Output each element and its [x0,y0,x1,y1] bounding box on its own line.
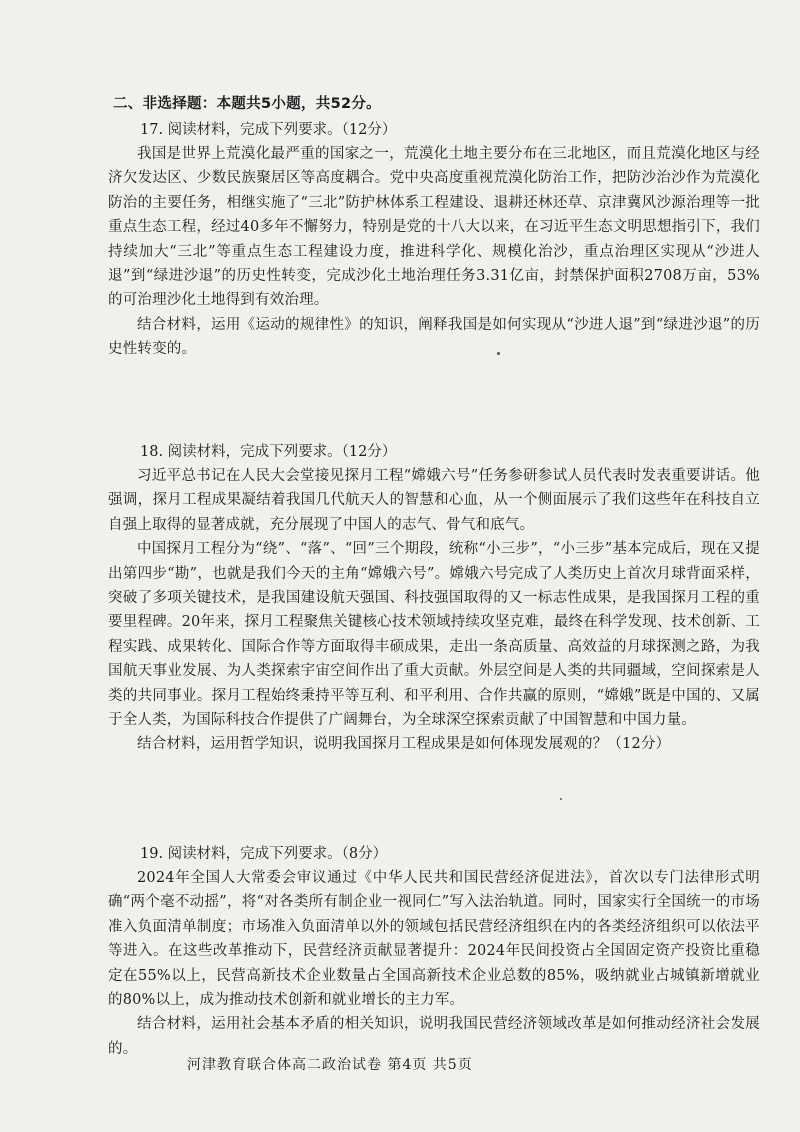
question-18-paragraph-2: 中国探月工程分为“绕”、“落”、“回”三个期段，统称“小三步”，“小三步”基本完成后，现在又提出第四步“勘”，也就是我们今天的主角“嫦娥六号”。嫦娥六号完成了人类历史上首次月球背面采样，突破了多项关键技术，是我国建设航天强国、科技强国取得的又一标志性成果，是我国探月工程的重要里程碑。20年来，探月工程聚焦关键核心技术领域持续攻坚克难，最终在科学发现、技术创新、工程实践、成果转化、国际合作等方面取得丰硕成果，走出一条高质量、高效益的月球探测之路，为我国航天事业发展、为人类探索宇宙空间作出了重大贡献。外层空间是人类的共同疆域，空间探索是人类的共同事业。探月工程始终秉持平等互利、和平利用、合作共赢的原则，“嫦娥”既是中国的、又属于全人类，为国际科技合作提供了广阔舞台，为全球深空探索贡献了中国智慧和中国力量。 [108,541,760,729]
question-19 [108,842,760,1061]
question-19-material: 2024年全国人大常委会审议通过《中华人民共和国民营经济促进法》，首次以专门法律形式明确“两个毫不动摇”，将“对各类所有制企业一视同仁”写入法治轨道。同时，国家实行全国统一的市场准入负面清单制度；市场准入负面清单以外的领域包括民营经济组织在内的各类经济组织可以依法平等进入。在这些改革推动下，民营经济贡献显著提升：2024年民间投资占全国固定资产投资比重稳定在55%以上，民营高新技术企业数量占全国高新技术企业总数的85%，吸纳就业占城镇新增就业的80%以上，成为推动技术创新和就业增长的主力军。 [108,870,760,1009]
question-17 [108,118,760,362]
question-19-task: 结合材料，运用社会基本矛盾的相关知识，说明我国民营经济领域改革是如何推动经济社会发展的。 [108,1016,760,1057]
scan-speck [560,798,562,800]
section-title: 二、非选择题：本题共5小题，共52分。 [113,96,381,112]
question-17-material: 我国是世界上荒漠化最严重的国家之一，荒漠化土地主要分布在三北地区，而且荒漠化地区与经济欠发达区、少数民族聚居区等高度耦合。党中央高度重视荒漠化防治工作，把防沙治沙作为荒漠化防治的主要任务，相继实施了“三北”防护林体系工程建设、退耕还林还草、京津冀风沙源治理等一批重点生态工程，经过40多年不懈努力，特别是党的十八大以来，在习近平生态文明思想指引下，我们持续加大“三北”等重点生态工程建设力度，推进科学化、规模化治沙，重点治理区实现从“沙进人退”到“绿进沙退”的历史性转变，完成沙化土地治理任务3.31亿亩，封禁保护面积2708万亩，53%的可治理沙化土地得到有效治理。 [108,146,760,309]
question-17-task: 结合材料，运用《运动的规律性》的知识，阐释我国是如何实现从“沙进人退”到“绿进沙退”的历史性转变的。 [108,316,760,358]
question-18-head: 18. 阅读材料，完成下列要求。（12分） [140,444,397,460]
question-17-head: 17. 阅读材料，完成下列要求。（12分） [140,122,397,138]
scan-speck [497,352,500,355]
question-18-task: 结合材料，运用哲学知识，说明我国探月工程成果是如何体现发展观的？（12分） [137,736,671,753]
question-19-head: 19. 阅读材料，完成下列要求。（8分） [140,846,388,862]
question-18 [108,440,760,757]
page-footer: 河津教育联合体高二政治试卷 第4页 共5页 [187,1057,473,1073]
question-18-paragraph-1: 习近平总书记在人民大会堂接见探月工程“嫦娥六号”任务参研参试人员代表时发表重要讲话。他强调，探月工程成果凝结着我国几代航天人的智慧和心血，从一个侧面展示了我们这些年在科技自立自强上取得的显著成就，充分展现了中国人的志气、骨气和底气。 [108,468,760,533]
